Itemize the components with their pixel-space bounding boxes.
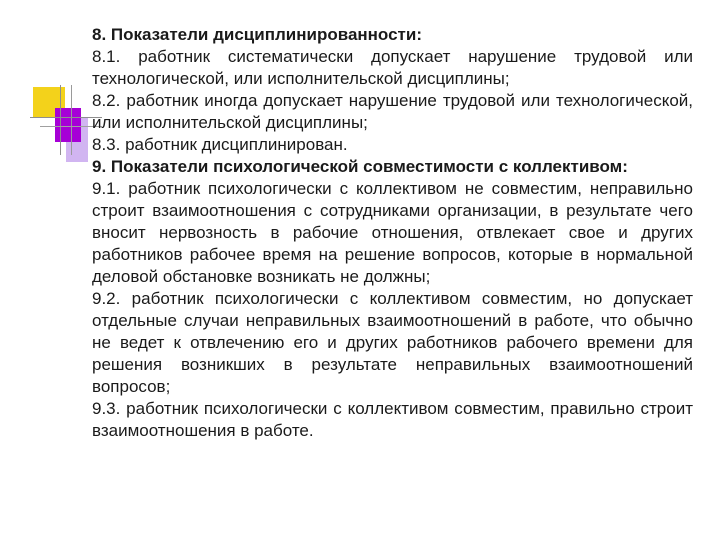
item-8-2: 8.2. работник иногда допускает нарушение трудовой или технологической, или исполнительской дисциплины; bbox=[92, 91, 693, 132]
item-8-3: 8.3. работник дисциплинирован. bbox=[92, 135, 348, 154]
section-9-heading: 9. Показатели психологической совместимости с коллективом: bbox=[92, 157, 628, 176]
item-8-1: 8.1. работник систематически допускает нарушение трудовой или технологической, или исполнительской дисциплины; bbox=[92, 47, 693, 88]
item-9-3: 9.3. работник психологически с коллективом совместим, правильно строит взаимоотношения в работе. bbox=[92, 399, 693, 440]
section-8-heading: 8. Показатели дисциплинированности: bbox=[92, 25, 422, 44]
item-9-2: 9.2. работник психологически с коллективом совместим, но допускает отдельные случаи неправильных взаимоотношений в работе, что обычно не ведет к отвлечению его и других работников рабочего времени для решения возникших в результате неправильных взаимоотношений вопросов; bbox=[92, 289, 693, 396]
decorative-vertical-line bbox=[71, 85, 72, 155]
item-9-1: 9.1. работник психологически с коллективом не совместим, неправильно строит взаимоотношения с сотрудниками организации, в результате чего вносит нервозность в рабочие отношения, отвлекает свое и других работников рабочее время на решение вопросов, которые в нормальной деловой обстановке возникать не должны; bbox=[92, 179, 693, 286]
decorative-purple-square bbox=[55, 108, 81, 142]
decorative-vertical-line bbox=[60, 85, 61, 155]
slide-text-body bbox=[92, 24, 693, 442]
